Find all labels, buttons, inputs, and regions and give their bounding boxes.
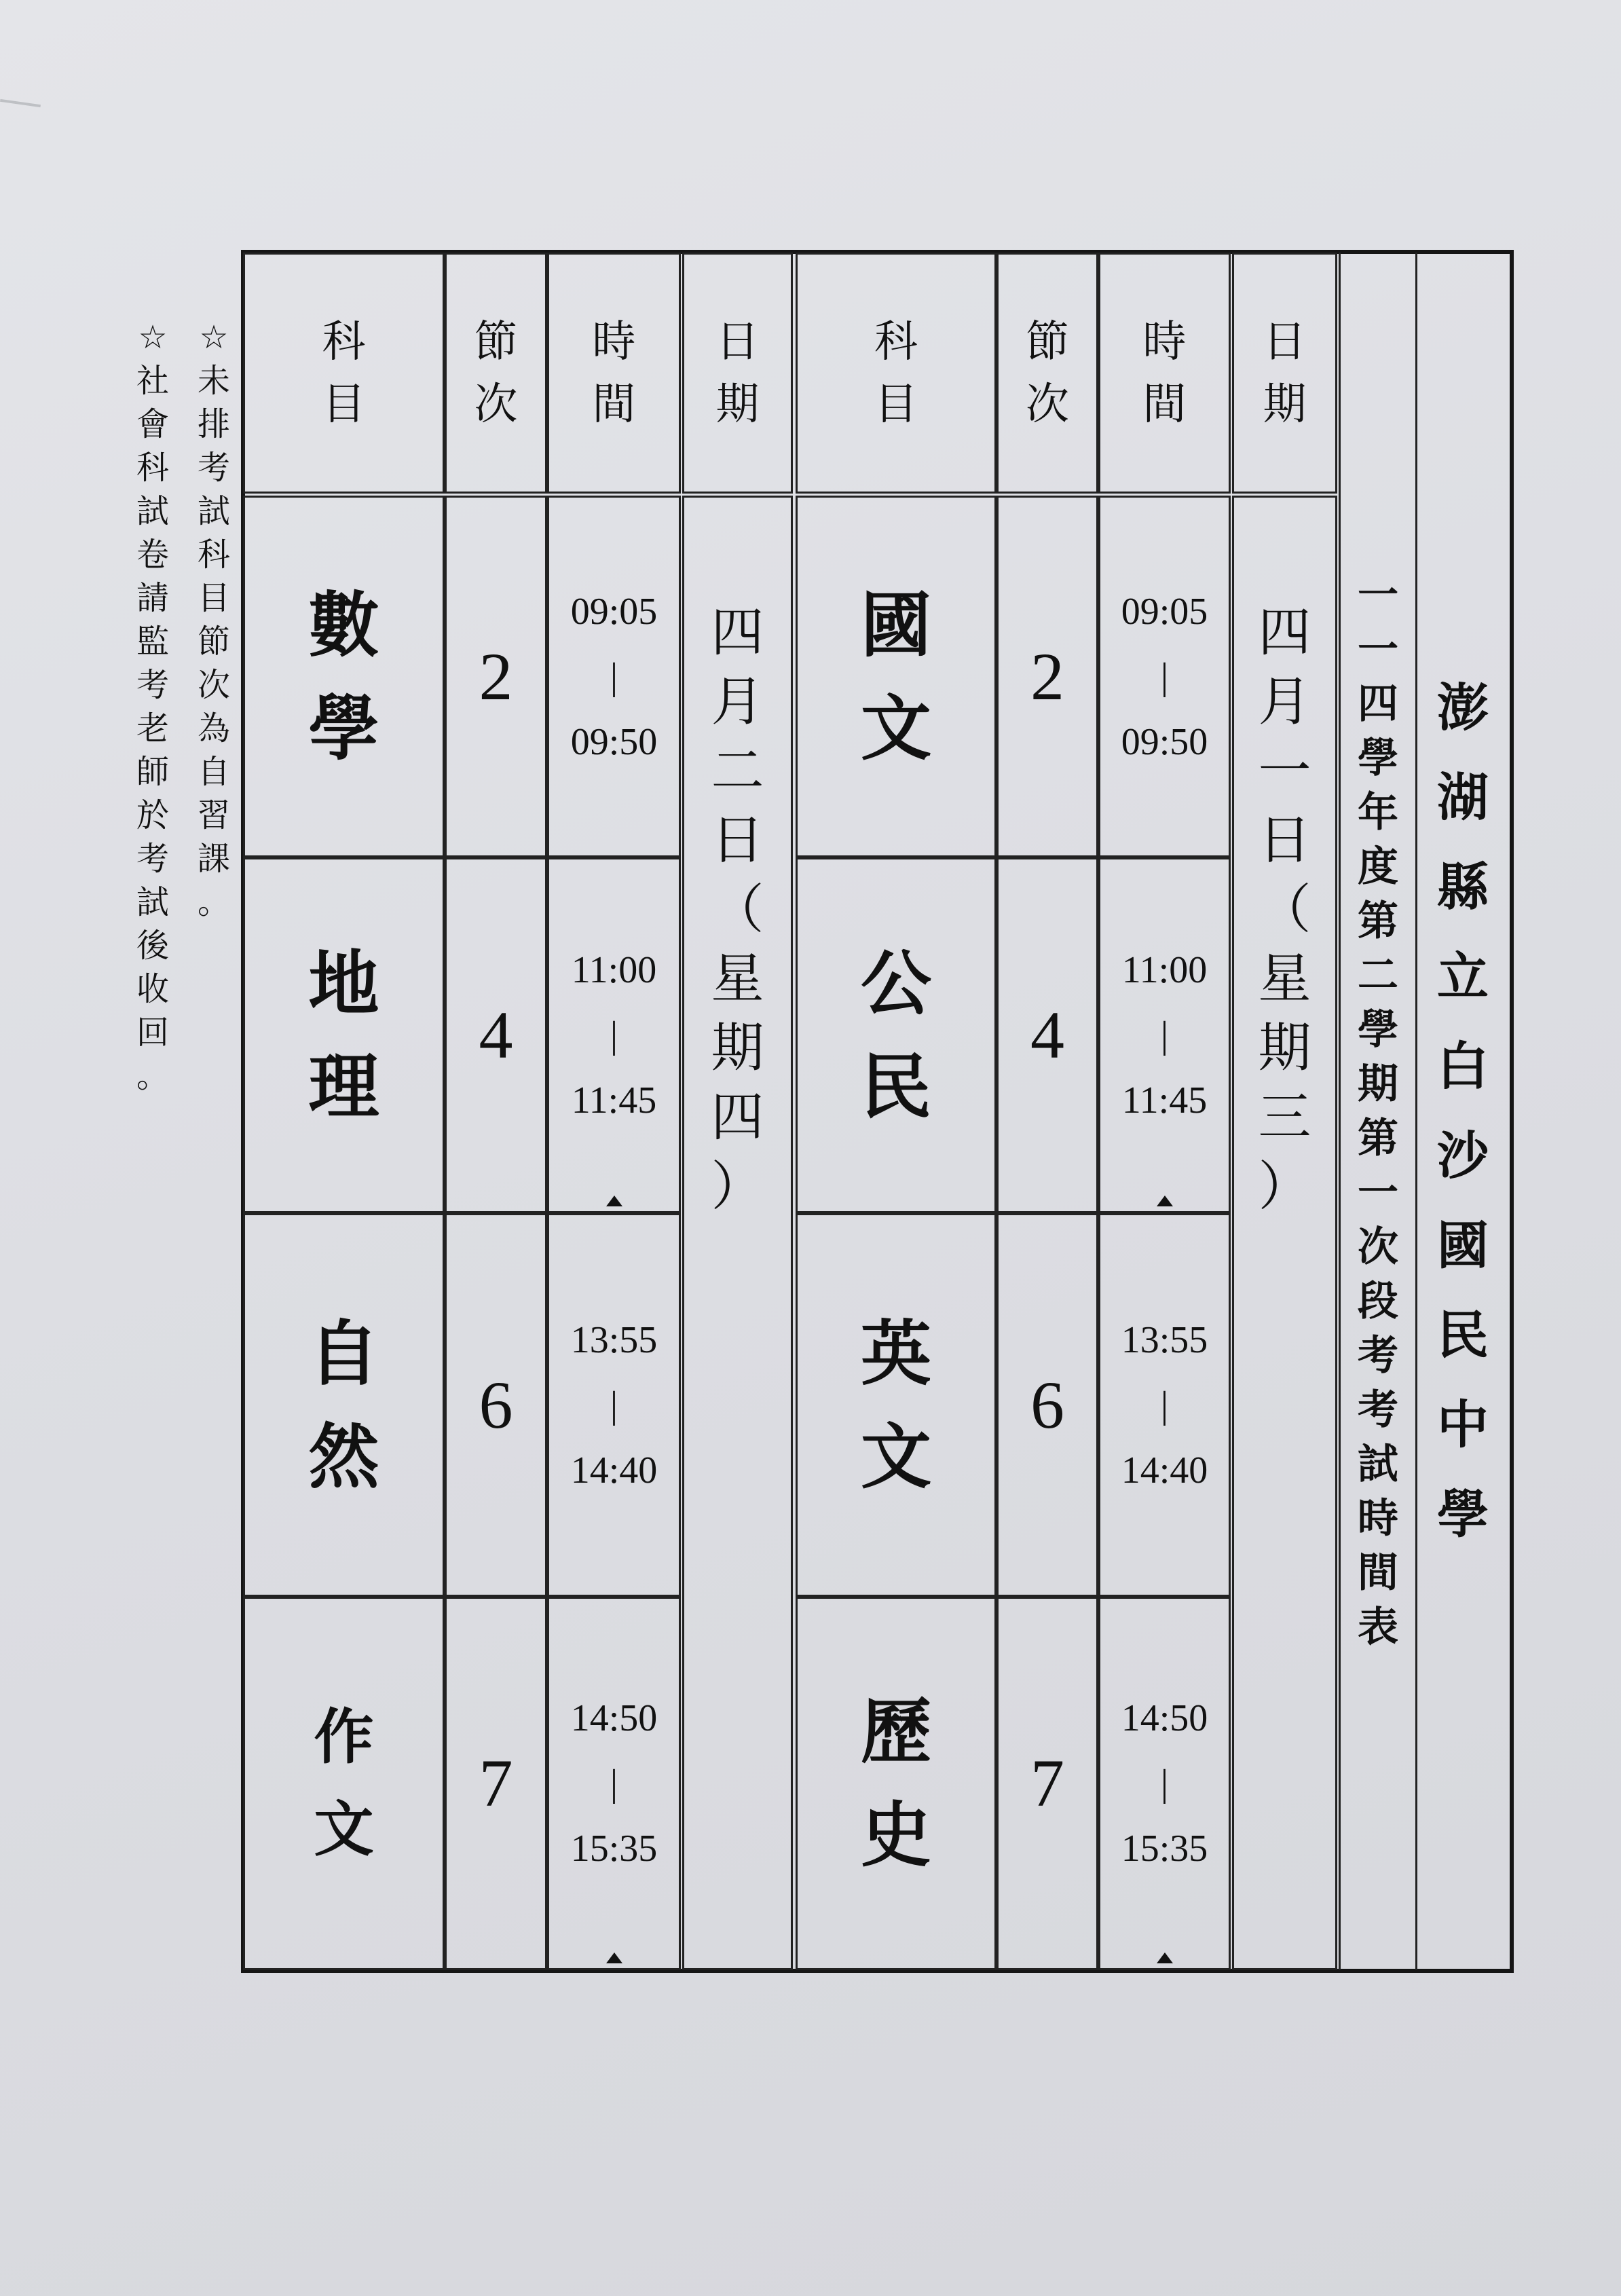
time-separator: | (1160, 1762, 1169, 1804)
time-range (1098, 496, 1231, 857)
note-social-papers: ☆ 社 會 科 試 卷 請 監 考 老 師 於 考 試 後 收 回 。 (136, 318, 169, 1095)
time-range (547, 1597, 681, 1970)
time-separator: | (1160, 1014, 1169, 1056)
start-time: 11:00 (1121, 949, 1208, 991)
corner-marker (606, 1196, 622, 1206)
subject-name: 數 學 (308, 583, 379, 770)
time-separator: | (610, 1384, 618, 1426)
subtitle-divider (1339, 253, 1341, 1970)
start-time: 11:00 (571, 949, 657, 991)
title-divider (1415, 253, 1417, 1970)
period-number: 6 (479, 1367, 513, 1443)
subject-name: 作 文 (314, 1702, 374, 1864)
paper-edge-mark (0, 99, 41, 107)
time-range (1098, 857, 1231, 1213)
corner-marker (1157, 1952, 1173, 1963)
header-date-label: 日 期 (715, 316, 760, 430)
exam-date: 四 月 二 日 （ 星 期 四 ） (711, 602, 764, 1217)
period-number: 7 (1030, 1745, 1064, 1821)
header-time-label: 時 間 (592, 316, 636, 430)
end-time: 09:50 (1121, 720, 1208, 763)
school-title: 澎 湖 縣 立 白 沙 國 民 中 學 (1437, 678, 1489, 1544)
end-time: 09:50 (570, 720, 658, 763)
subject-name: 歷 史 (860, 1690, 931, 1876)
start-time: 14:50 (570, 1697, 658, 1739)
corner-marker (606, 1952, 622, 1963)
time-separator: | (610, 1762, 618, 1804)
end-time: 15:35 (570, 1828, 658, 1870)
header-period-label: 節 次 (1026, 316, 1069, 430)
start-time: 13:55 (570, 1318, 658, 1361)
header-subject-label: 科 目 (322, 316, 366, 430)
period-number: 6 (1030, 1367, 1064, 1443)
start-time: 13:55 (1121, 1318, 1208, 1361)
period-number: 7 (479, 1745, 513, 1821)
header-subject-label: 科 目 (874, 316, 918, 430)
header-time-label: 時 間 (1142, 316, 1187, 430)
subject-name: 公 民 (860, 942, 931, 1128)
start-time: 09:05 (570, 590, 658, 633)
subject-name: 自 然 (308, 1312, 379, 1498)
note-self-study: ☆ 未 排 考 試 科 目 節 次 為 自 習 課 。 (197, 318, 230, 921)
exam-date: 四 月 一 日 （ 星 期 三 ） (1258, 602, 1311, 1217)
period-number: 4 (479, 997, 513, 1073)
start-time: 09:05 (1121, 590, 1208, 633)
subject-name: 英 文 (860, 1312, 931, 1498)
subject-name: 地 理 (308, 942, 379, 1128)
time-separator: | (610, 1014, 618, 1056)
end-time: 14:40 (1121, 1449, 1208, 1492)
time-range (1098, 1597, 1231, 1970)
end-time: 11:45 (571, 1079, 657, 1122)
subject-name: 國 文 (860, 583, 931, 770)
header-period-label: 節 次 (474, 316, 518, 430)
time-range (547, 1213, 681, 1597)
time-range (547, 857, 681, 1213)
time-separator: | (1160, 655, 1169, 698)
end-time: 15:35 (1121, 1828, 1208, 1870)
period-number: 2 (1030, 638, 1064, 714)
period-number: 4 (1030, 997, 1064, 1073)
time-range (1098, 1213, 1231, 1597)
time-separator: | (1160, 1384, 1169, 1426)
end-time: 11:45 (1121, 1079, 1208, 1122)
corner-marker (1157, 1196, 1173, 1206)
period-number: 2 (479, 638, 513, 714)
start-time: 14:50 (1121, 1697, 1208, 1739)
end-time: 14:40 (570, 1449, 658, 1492)
time-range (547, 496, 681, 857)
header-date-label: 日 期 (1263, 316, 1307, 430)
time-separator: | (610, 655, 618, 698)
exam-subtitle: 一 一 四 學 年 度 第 二 學 期 第 一 次 段 考 考 試 時 間 表 (1358, 572, 1398, 1651)
